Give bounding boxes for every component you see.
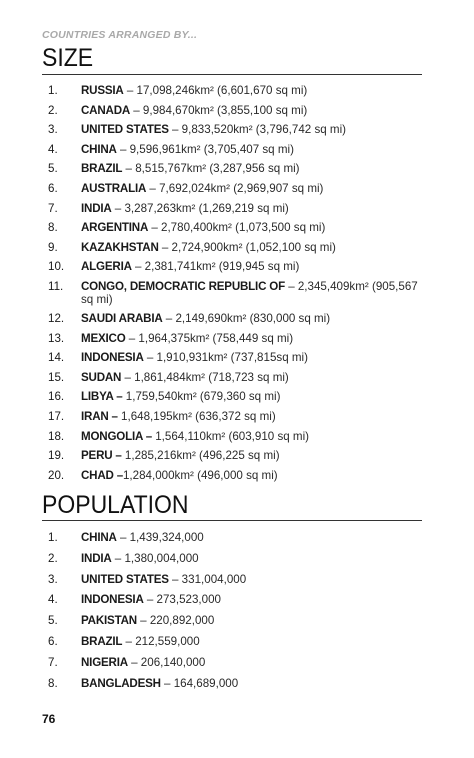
list-item <box>0 162 474 182</box>
country-figure: – 206,140,000 <box>127 655 206 669</box>
country-figure: – 3,287,263km² (1,269,219 sq mi) <box>111 201 289 215</box>
size-heading: SIZE <box>42 44 94 72</box>
list-item <box>0 182 474 202</box>
item-number: 9. <box>48 240 58 254</box>
item-text <box>81 143 431 156</box>
list-item <box>0 143 474 163</box>
item-text <box>81 351 431 364</box>
country-figure: – 331,004,000 <box>168 572 247 586</box>
item-text <box>81 469 431 482</box>
item-text <box>81 221 431 234</box>
item-text <box>81 123 431 136</box>
country-figure: 1,759,540km² (679,360 sq mi) <box>122 390 281 404</box>
list-item <box>0 241 474 261</box>
item-number: 15. <box>48 370 65 384</box>
country-figure: 1,564,110km² (603,910 sq mi) <box>152 429 310 443</box>
country-figure: 1,648,195km² (636,372 sq mi) <box>117 409 276 423</box>
item-text <box>81 573 431 586</box>
population-list <box>0 531 474 697</box>
list-item <box>0 260 474 280</box>
country-name: INDONESIA <box>81 593 144 607</box>
country-name: MEXICO <box>81 331 126 345</box>
country-figure: – 1,439,324,000 <box>116 531 204 544</box>
item-text <box>81 449 431 462</box>
item-number: 12. <box>48 311 65 325</box>
item-number: 11. <box>48 279 64 293</box>
item-number: 4. <box>48 142 58 156</box>
item-number: 13. <box>48 331 65 345</box>
item-number: 1. <box>48 531 58 544</box>
country-name: RUSSIA <box>81 84 124 97</box>
country-name: ALGERIA <box>81 260 132 274</box>
item-text <box>81 280 431 306</box>
country-name: IRAN – <box>81 409 118 423</box>
item-text <box>81 332 431 345</box>
country-name: INDIA <box>81 201 112 215</box>
country-name: CHINA <box>81 142 117 156</box>
item-text <box>81 677 431 690</box>
item-number: 16. <box>48 390 65 404</box>
item-text <box>81 552 431 565</box>
item-number: 6. <box>48 181 58 195</box>
country-name: SAUDI ARABIA <box>81 311 163 325</box>
item-text <box>81 260 431 273</box>
item-text <box>81 312 431 325</box>
list-item <box>0 84 474 104</box>
size-heading-rule <box>42 74 422 75</box>
country-figure: – 212,559,000 <box>122 634 200 648</box>
country-figure: – 1,380,004,000 <box>111 551 199 565</box>
country-name: BRAZIL <box>81 162 123 176</box>
country-figure: – 9,984,670km² (3,855,100 sq mi) <box>130 103 308 117</box>
item-text <box>81 614 431 627</box>
page-number: 76 <box>42 712 56 726</box>
country-figure: – 273,523,000 <box>143 593 221 607</box>
list-item <box>0 104 474 124</box>
country-figure: – 2,724,900km² (1,052,100 sq mi) <box>158 240 336 254</box>
list-item <box>0 123 474 143</box>
country-name: INDONESIA <box>81 351 144 365</box>
item-number: 17. <box>48 409 65 423</box>
list-item <box>0 371 474 391</box>
country-name: NIGERIA <box>81 655 128 669</box>
item-number: 4. <box>48 593 58 607</box>
item-text <box>81 104 431 117</box>
item-text <box>81 182 431 195</box>
country-name: SUDAN <box>81 370 122 384</box>
list-item <box>0 280 474 312</box>
item-number: 8. <box>48 676 58 690</box>
list-item <box>0 390 474 410</box>
list-item <box>0 430 474 450</box>
item-number: 5. <box>48 162 58 176</box>
item-number: 3. <box>48 572 58 586</box>
country-figure: – 9,833,520km² (3,796,742 sq mi) <box>168 123 347 137</box>
population-heading: POPULATION <box>42 491 189 519</box>
country-name: CONGO, DEMOCRATIC REPUBLIC OF <box>81 279 285 293</box>
list-item <box>0 656 474 677</box>
item-number: 18. <box>48 429 65 443</box>
list-item <box>0 221 474 241</box>
country-figure: – 164,689,000 <box>160 676 239 690</box>
size-list <box>0 84 474 488</box>
item-number: 7. <box>48 655 58 669</box>
list-item <box>0 312 474 332</box>
list-item <box>0 202 474 222</box>
country-figure: – 2,780,400km² (1,073,500 sq mi) <box>148 221 326 235</box>
country-name: MONGOLIA – <box>81 429 152 443</box>
country-name: AUSTRALIA <box>81 181 147 195</box>
item-number: 5. <box>48 614 58 628</box>
country-figure: – 17,098,246km² (6,601,670 sq mi) <box>123 84 308 97</box>
country-name: CHAD – <box>81 468 123 482</box>
country-figure: – 2,345,409km² (905,567 sq mi) <box>81 279 418 306</box>
item-text <box>81 162 431 175</box>
list-item <box>0 449 474 469</box>
item-text <box>81 84 431 97</box>
country-name: LIBYA – <box>81 390 123 404</box>
country-figure: 1,285,216km² (496,225 sq mi) <box>121 449 280 463</box>
country-name: PERU – <box>81 449 122 463</box>
item-text <box>81 390 431 403</box>
country-name: UNITED STATES <box>81 123 169 137</box>
section-kicker: COUNTRIES ARRANGED BY... <box>42 29 198 41</box>
item-text <box>81 202 431 215</box>
country-name: BANGLADESH <box>81 676 161 690</box>
country-name: BRAZIL <box>81 634 123 648</box>
population-heading-rule <box>42 520 422 521</box>
list-item <box>0 614 474 635</box>
item-number: 1. <box>48 84 58 97</box>
country-name: KAZAKHSTAN <box>81 240 159 254</box>
list-item <box>0 635 474 656</box>
item-number: 7. <box>48 201 58 215</box>
country-figure: – 8,515,767km² (3,287,956 sq mi) <box>122 162 300 176</box>
list-item <box>0 469 474 489</box>
list-item <box>0 332 474 352</box>
country-figure: – 7,692,024km² (2,969,907 sq mi) <box>146 181 324 195</box>
item-text <box>81 371 431 384</box>
item-text <box>81 410 431 423</box>
list-item <box>0 573 474 594</box>
country-figure: 1,284,000km² (496,000 sq mi) <box>122 468 278 482</box>
item-number: 19. <box>48 449 65 463</box>
list-item <box>0 531 474 552</box>
list-item <box>0 677 474 698</box>
country-name: ARGENTINA <box>81 221 149 235</box>
list-item <box>0 410 474 430</box>
country-figure: – 1,910,931km² (737,815sq mi) <box>143 351 308 365</box>
item-text <box>81 593 431 606</box>
item-text <box>81 430 431 443</box>
country-name: INDIA <box>81 551 112 565</box>
item-number: 14. <box>48 351 65 365</box>
country-name: UNITED STATES <box>81 572 169 586</box>
item-number: 10. <box>48 260 65 274</box>
country-figure: – 1,964,375km² (758,449 sq mi) <box>125 331 294 345</box>
country-figure: – 2,381,741km² (919,945 sq mi) <box>131 260 300 274</box>
country-figure: – 9,596,961km² (3,705,407 sq mi) <box>116 142 294 156</box>
country-figure: – 220,892,000 <box>136 614 215 628</box>
item-number: 8. <box>48 221 58 235</box>
list-item <box>0 351 474 371</box>
item-number: 6. <box>48 634 58 648</box>
list-item <box>0 552 474 573</box>
country-name: CANADA <box>81 103 131 117</box>
country-figure: – 1,861,484km² (718,723 sq mi) <box>121 370 289 384</box>
country-figure: – 2,149,690km² (830,000 sq mi) <box>162 311 331 325</box>
item-number: 20. <box>48 468 65 482</box>
item-number: 2. <box>48 551 58 565</box>
item-text <box>81 241 431 254</box>
item-text <box>81 656 431 669</box>
country-name: CHINA <box>81 531 117 544</box>
item-text <box>81 531 431 544</box>
item-number: 3. <box>48 123 58 137</box>
item-number: 2. <box>48 103 58 117</box>
list-item <box>0 593 474 614</box>
country-name: PAKISTAN <box>81 614 137 628</box>
item-text <box>81 635 431 648</box>
